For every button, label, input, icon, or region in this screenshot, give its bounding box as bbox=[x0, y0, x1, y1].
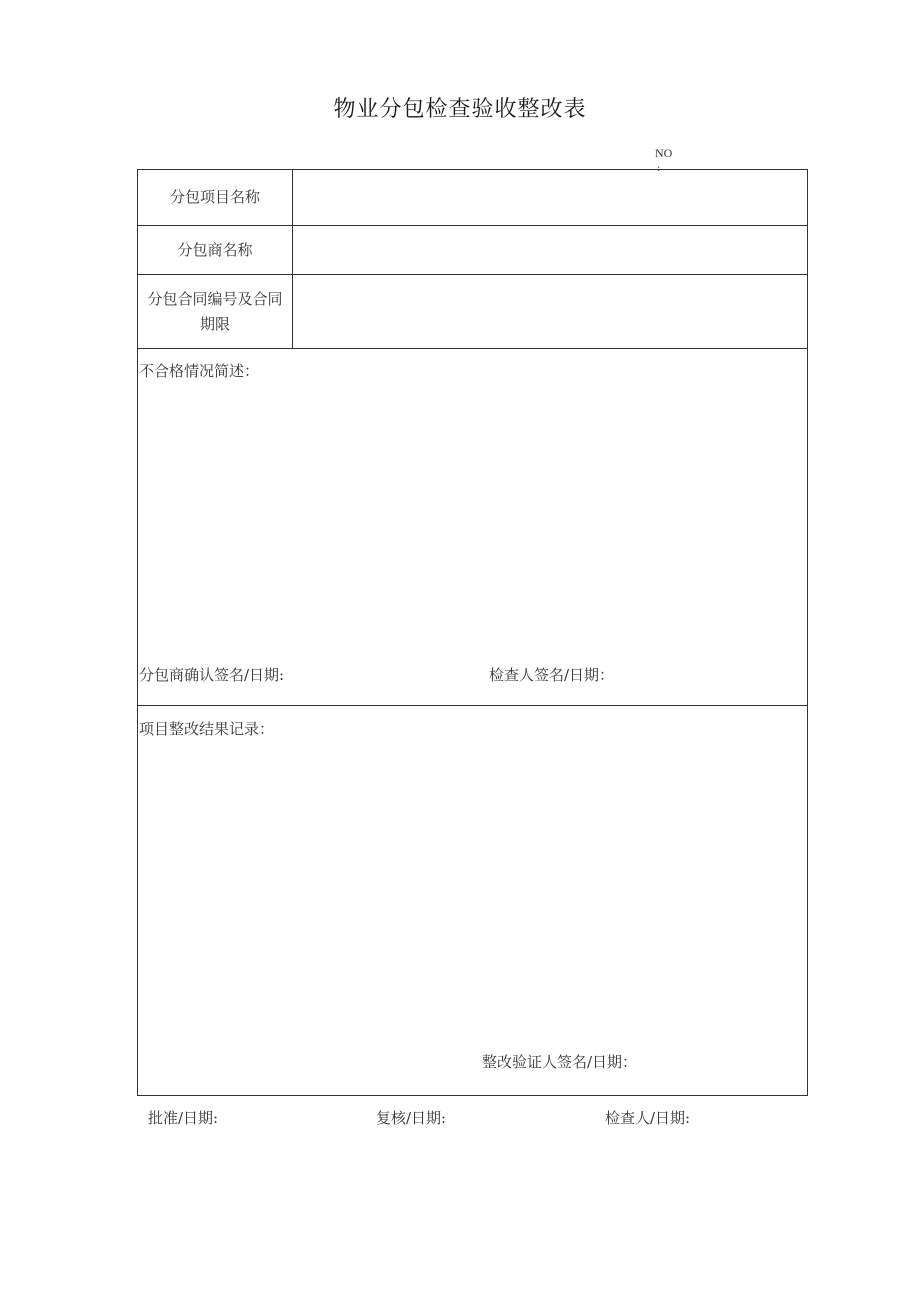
contract-field[interactable] bbox=[293, 275, 807, 348]
inspection-form-table bbox=[137, 169, 808, 1096]
form-title: 物业分包检查验收整改表 bbox=[333, 97, 587, 122]
nonconformity-section[interactable] bbox=[138, 349, 807, 706]
project-name-field[interactable] bbox=[293, 170, 807, 225]
form-number-colon: : bbox=[657, 163, 661, 174]
project-name-row bbox=[138, 170, 807, 226]
inspector-sign-label: 检查人签名/日期： bbox=[489, 666, 615, 684]
contract-label: 分包合同编号及合同期限 bbox=[138, 275, 293, 348]
rectification-section[interactable] bbox=[138, 706, 807, 1096]
rectification-label: 项目整改结果记录： bbox=[139, 720, 275, 738]
subcontractor-name-label: 分包商名称 bbox=[138, 226, 293, 274]
subcontractor-name-row bbox=[138, 226, 807, 275]
contract-row bbox=[138, 275, 807, 349]
form-number-label: NO bbox=[655, 146, 673, 160]
inspector-date-label: 检查人/日期: bbox=[605, 1109, 691, 1127]
verifier-sign-label: 整改验证人签名/日期： bbox=[482, 1053, 638, 1071]
subcontractor-sign-label: 分包商确认签名/日期: bbox=[139, 666, 285, 684]
approve-date-label: 批准/日期: bbox=[148, 1109, 219, 1127]
subcontractor-name-field[interactable] bbox=[293, 226, 807, 274]
project-name-label: 分包项目名称 bbox=[138, 170, 293, 225]
review-date-label: 复核/日期: bbox=[376, 1109, 447, 1127]
nonconformity-label: 不合格情况简述： bbox=[139, 362, 260, 380]
